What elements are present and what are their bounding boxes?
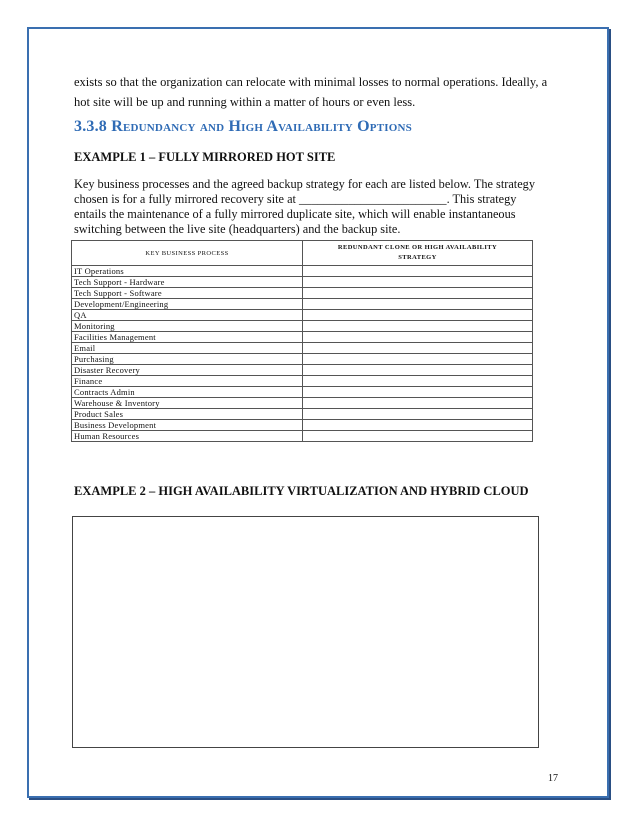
table-row [72,299,533,310]
table-row [72,354,533,365]
process-cell: Email [72,343,303,354]
strategy-cell[interactable] [303,387,533,398]
process-cell: Facilities Management [72,332,303,343]
table-row [72,387,533,398]
page-number: 17 [548,773,558,784]
process-cell: IT Operations [72,266,303,277]
intro-line: hot site will be up and running within a matter of hours or even less. [74,95,416,109]
col-header-strategy [303,241,533,266]
example1-paragraph [74,177,574,237]
strategy-cell[interactable] [303,288,533,299]
strategy-cell[interactable] [303,398,533,409]
process-cell: Product Sales [72,409,303,420]
col-header-strategy-line2: STRATEGY [398,254,437,261]
table-row [72,288,533,299]
example2-heading: EXAMPLE 2 – HIGH AVAILABILITY VIRTUALIZATION AND HYBRID CLOUD [74,484,529,498]
strategy-cell[interactable] [303,332,533,343]
table-body [72,266,533,442]
table-row [72,321,533,332]
table-row [72,266,533,277]
paragraph-line: Key business processes and the agreed backup strategy for each are listed below. The strategy [74,177,535,191]
strategy-cell[interactable] [303,409,533,420]
process-cell: Business Development [72,420,303,431]
strategy-cell[interactable] [303,266,533,277]
process-cell: Monitoring [72,321,303,332]
table-row [72,365,533,376]
col-header-process: KEY BUSINESS PROCESS [72,241,303,266]
strategy-cell[interactable] [303,365,533,376]
process-cell: QA [72,310,303,321]
strategy-cell[interactable] [303,277,533,288]
process-cell: Tech Support - Software [72,288,303,299]
business-process-table [71,240,533,442]
diagram-placeholder-box [72,516,539,748]
table-row [72,310,533,321]
strategy-cell[interactable] [303,343,533,354]
process-cell: Warehouse & Inventory [72,398,303,409]
table-row [72,398,533,409]
table-row [72,376,533,387]
process-cell: Finance [72,376,303,387]
intro-paragraph [74,72,574,112]
section-heading: 3.3.8 Redundancy and High Availability Options [74,118,412,135]
process-cell: Tech Support - Hardware [72,277,303,288]
paragraph-line: switching between the live site (headquarters) and the backup site. [74,222,401,236]
process-cell: Contracts Admin [72,387,303,398]
strategy-cell[interactable] [303,376,533,387]
table-row [72,277,533,288]
table-row [72,343,533,354]
table-row [72,332,533,343]
paragraph-line: entails the maintenance of a fully mirrored duplicate site, which will enable instantaneous [74,207,516,221]
table-row [72,431,533,442]
table-row [72,409,533,420]
example1-heading: EXAMPLE 1 – FULLY MIRRORED HOT SITE [74,150,336,164]
process-cell: Development/Engineering [72,299,303,310]
strategy-cell[interactable] [303,299,533,310]
process-cell: Purchasing [72,354,303,365]
col-header-strategy-line1: REDUNDANT CLONE OR HIGH AVAILABILITY [337,244,498,251]
strategy-cell[interactable] [303,420,533,431]
table-row [72,420,533,431]
paragraph-line: chosen is for a fully mirrored recovery site at ________________________. This strategy [74,192,517,206]
intro-line: exists so that the organization can relocate with minimal losses to normal operations. Ideally, a [74,75,548,89]
table-header-row [72,241,533,266]
process-cell: Human Resources [72,431,303,442]
strategy-cell[interactable] [303,310,533,321]
process-cell: Disaster Recovery [72,365,303,376]
strategy-cell[interactable] [303,431,533,442]
strategy-cell[interactable] [303,354,533,365]
strategy-cell[interactable] [303,321,533,332]
